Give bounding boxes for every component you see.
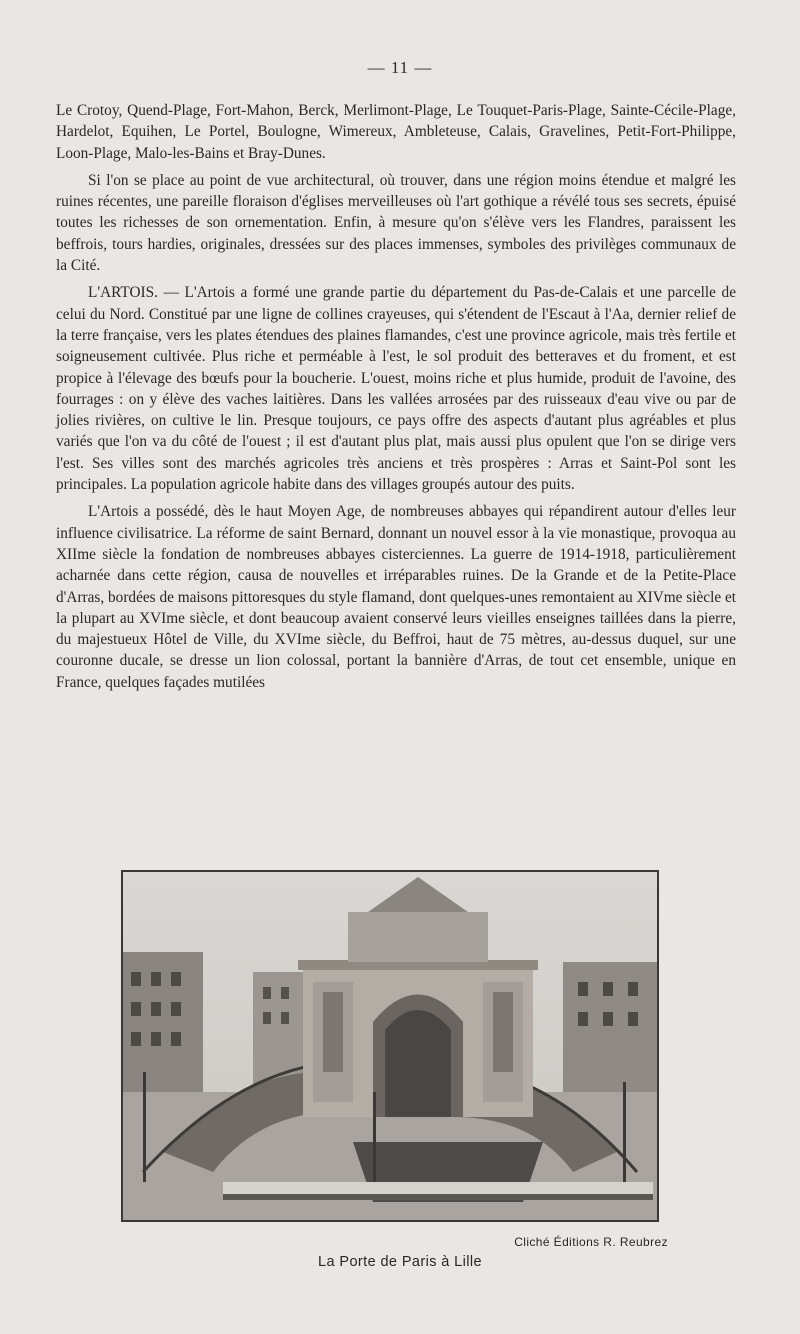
paragraph-architecture: Si l'on se place au point de vue architectural, où trouver, dans une région moins étendue et malgré les ruines récentes, une pareille floraison d'églises merveilleuses où l'art gothique a révélé tous ses secrets, épuisé toutes les richesses de son ornementation. Enfin, à mesure qu'on s'élève vers les Flandres, paraissent les beffrois, tours hardies, originales, dressées sur des places immenses, symboles des privilèges communaux de la Cité. [56,171,736,275]
gate-illustration [123,872,657,1220]
photo-credit: Cliché Éditions R. Reubrez [514,1235,668,1249]
body-text [56,100,736,693]
photo-caption: La Porte de Paris à Lille [318,1254,482,1270]
page-number: — 11 — [367,58,433,77]
paragraph-artois: L'ARTOIS. — L'Artois a formé une grande partie du département du Pas-de-Calais et une parcelle de celui du Nord. Constitué par une ligne de collines crayeuses, qui s'étendent de l'Escaut à l'Aa, dernier relief de la terre française, vers les plates étendues des plaines flamandes, c'est une province agricole, mais très fertile et soigneusement cultivée. Plus riche et perméable à l'est, le sol produit des betteraves et du froment, et est propice à l'élevage des bœufs pour la boucherie. L'ouest, moins riche et plus humide, produit de l'avoine, des fourrages : on y élève des vaches laitières. Dans les vallées arrosées par des ruisseaux d'eau vive ou par de jolies rivières, on cultive le lin. Presque toujours, ce pays offre des aspects d'autant plus agréables et plus variés que l'on va du côté de l'ouest ; il est d'autant plus plat, mais aussi plus opulent que l'on se dirige vers l'est. Ses villes sont des marchés agricoles très anciens et très prospères : Arras et Saint-Pol sont les principales. La population agricole habite dans des villages groupés autour des puits. [56,284,736,494]
paragraph-coast-towns: Le Crotoy, Quend-Plage, Fort-Mahon, Berck, Merlimont-Plage, Le Touquet-Paris-Plage, Sainte-Cécile-Plage, Hardelot, Equihen, Le Portel, Boulogne, Wimereux, Ambleteuse, Calais, Gravelines, Petit-Fort-Philippe, Loon-Plage, Malo-les-Bains et Bray-Dunes. [56,102,736,162]
porte-de-paris-photo [121,870,659,1222]
paragraph-abbeys: L'Artois a possédé, dès le haut Moyen Age, de nombreuses abbayes qui répandirent autour d'elles leur influence civilisatrice. La réforme de saint Bernard, donnant un nouvel essor à la vie monastique, provoqua au XIIme siècle la fondation de nombreuses abbayes cisterciennes. La guerre de 1914-1918, particulièrement acharnée dans cette région, causa de nouvelles et irréparables ruines. De la Grande et de la Petite-Place d'Arras, bordées de maisons pittoresques du style flamand, dont quelques-unes remontaient au XIVme siècle et la plupart au XVIme siècle, et dont beaucoup avaient conservé leurs vieilles enseignes taillées dans la pierre, du majestueux Hôtel de Ville, du XVIme siècle, du Beffroi, haut de 75 mètres, au-dessus duquel, sur une couronne ducale, se dresse un lion colossal, portant la bannière d'Arras, de tout cet ensemble, unique en France, quelques façades mutilées [56,503,736,691]
